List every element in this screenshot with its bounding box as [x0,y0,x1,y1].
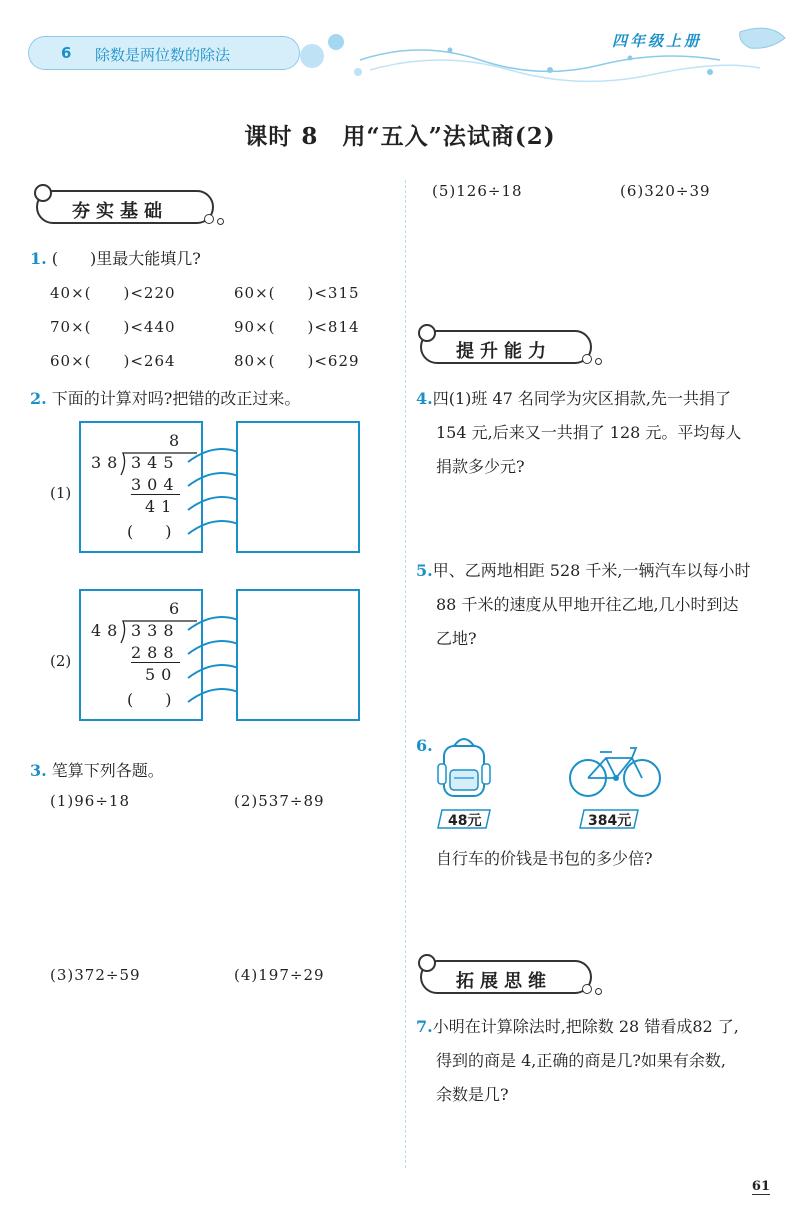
q1-item: 60×( )<315 [234,284,360,302]
divisor: 48 [91,621,124,640]
q6-number-label: 6. [416,736,433,755]
q2-work-box [79,421,203,553]
remainder: 50 [145,665,178,684]
product: 288 [131,643,180,662]
q2-answer-box[interactable] [236,421,360,553]
page-number: 61 [751,1179,770,1194]
blank: ( ) [127,690,172,709]
bicycle-icon [566,740,664,800]
lesson-title: 课时 8 用“五入”法试商(2) [244,123,556,150]
divisor: 38 [91,453,124,472]
question-5 [416,554,786,656]
header-decoration [300,20,790,90]
q1-prompt: ( )里最大能填几? [51,249,201,268]
q3-item: (5)126÷18 [432,182,523,200]
q2-work-box [79,589,203,721]
q2-answer-box[interactable] [236,589,360,721]
q2-item-label: (2) [50,652,72,670]
section-improve-tag [420,330,592,364]
question-4 [416,382,786,484]
question-2 [30,386,300,409]
q2-item-label: (1) [50,484,72,502]
product: 304 [131,475,180,494]
quotient: 8 [169,431,186,450]
q4-line: 四(1)班 47 名同学为灾区捐款,先一共捐了 [432,389,731,408]
q1-item: 80×( )<629 [234,352,360,370]
q3-item: (6)320÷39 [620,182,711,200]
q3-number: 3. [30,761,47,780]
dividend: 345 [131,453,180,472]
q1-item: 90×( )<814 [234,318,360,336]
q5-line: 88 千米的速度从甲地开往乙地,几小时到达 [436,595,739,614]
q7-line: 得到的商是 4,正确的商是几?如果有余数, [436,1051,727,1070]
q5-number: 5. [416,561,433,580]
q3-item: (4)197÷29 [234,966,325,984]
question-1 [30,246,201,269]
q5-line: 甲、乙两地相距 528 千米,一辆汽车以每小时 [432,561,751,580]
question-7 [416,1010,786,1112]
q3-item: (2)537÷89 [234,792,325,810]
q1-item: 40×( )<220 [50,284,176,302]
q7-number: 7. [416,1017,433,1036]
grade-label: 四年级上册 [611,32,702,50]
q1-item: 60×( )<264 [50,352,176,370]
section-basic-tag [36,190,214,224]
q3-item: (3)372÷59 [50,966,141,984]
q4-line: 捐款多少元? [436,457,525,476]
backpack-icon [436,734,492,800]
q2-prompt: 下面的计算对吗?把错的改正过来。 [51,389,301,408]
chapter-banner [28,36,300,70]
q1-number: 1. [30,249,47,268]
q1-item: 70×( )<440 [50,318,176,336]
bag-price: 48元 [448,813,482,829]
section-expand-tag [420,960,592,994]
section-basic-label: 夯实基础 [72,201,168,222]
q7-line: 余数是几? [436,1085,509,1104]
blank: ( ) [127,522,172,541]
q2-number: 2. [30,389,47,408]
q3-item: (1)96÷18 [50,792,130,810]
section-improve-label: 提升能力 [456,341,552,362]
question-3 [30,758,164,781]
q4-number: 4. [416,389,433,408]
q7-line: 小明在计算除法时,把除数 28 错看成82 了, [432,1017,739,1036]
quotient: 6 [169,599,186,618]
dividend: 338 [131,621,180,640]
column-divider [405,180,406,1168]
section-expand-label: 拓展思维 [456,971,552,992]
remainder: 41 [145,497,178,516]
bike-price: 384元 [588,813,632,829]
q3-prompt: 笔算下列各题。 [51,761,164,780]
chapter-title: 除数是两位数的除法 [95,46,231,64]
q5-line: 乙地? [436,629,477,648]
q4-line: 154 元,后来又一共捐了 128 元。平均每人 [436,423,742,442]
q6-question: 自行车的价钱是书包的多少倍? [436,849,653,868]
chapter-number: 6 [61,44,72,62]
